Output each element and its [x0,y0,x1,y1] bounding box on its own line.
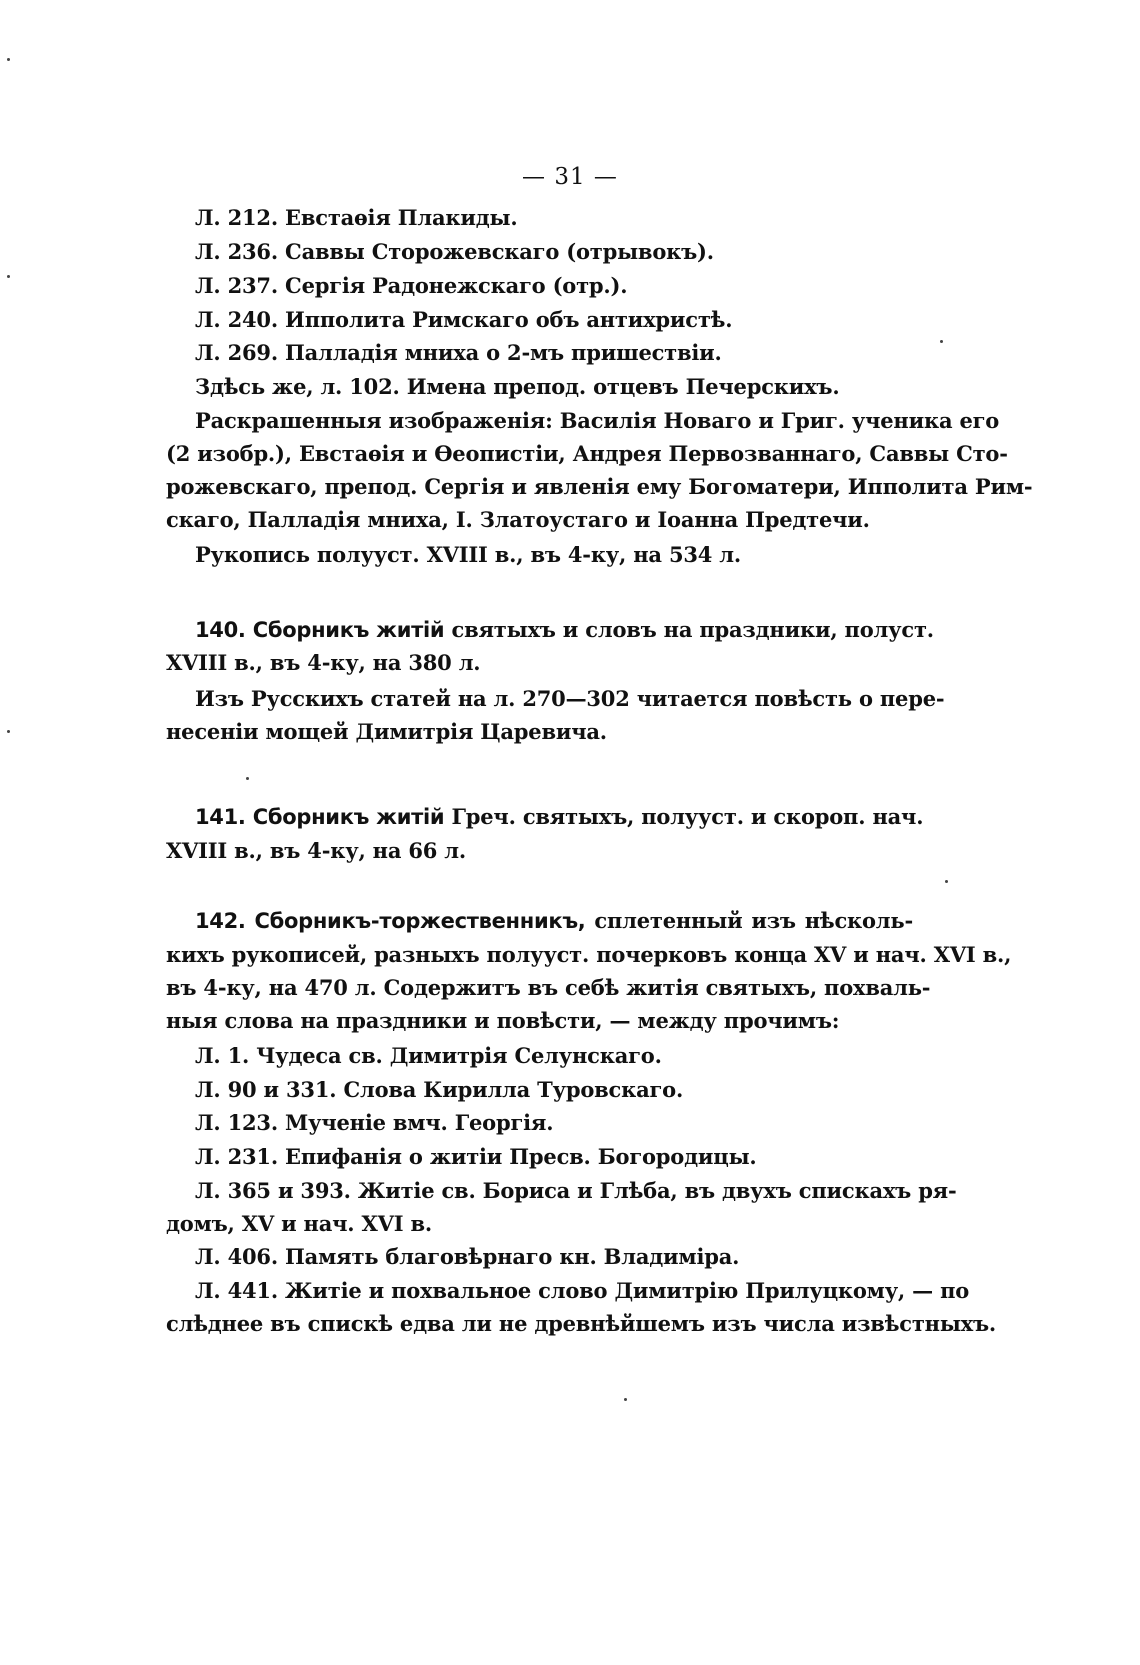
entry-title: Сборникъ-торжественникъ, [254,909,586,933]
entry-140-heading [195,615,934,645]
list-item: Л. 269. Палладія мниха о 2-мъ пришествіи. [195,340,722,365]
entry-142-description: ныя слова на праздники и повѣсти, — между прочимъ: [166,1008,840,1033]
scan-speck [7,730,10,733]
entry-number: 141. [195,805,246,829]
list-item: Л. 236. Саввы Сторожевскаго (отрывокъ). [195,239,714,264]
entry-heading-rest: сплетенный изъ нѣсколь- [594,908,913,933]
scan-speck [624,1398,627,1401]
list-item: Л. 365 и 393. Житіе св. Бориса и Глѣба, въ двухъ спискахъ ря- [195,1178,957,1203]
illustrations-line: скаго, Палладія мниха, І. Златоустаго и Іоанна Предтечи. [166,507,870,532]
entry-141-line2: XVIII в., въ 4-ку, на 66 л. [166,838,467,863]
entry-140-note: несеніи мощей Димитрія Царевича. [166,719,607,744]
list-item-continuation: слѣднее въ спискѣ едва ли не древнѣйшемъ изъ числа извѣстныхъ. [166,1311,997,1336]
entry-140-note: Изъ Русскихъ статей на л. 270—302 читается повѣсть о пере- [195,686,945,711]
manuscript-line: Рукопись полууст. XVIII в., въ 4-ку, на 534 л. [195,542,742,567]
list-item: Л. 212. Евстаѳія Плакиды. [195,205,518,230]
list-item: Л. 240. Ипполита Римскаго объ антихристѣ. [195,307,733,332]
scan-speck [945,880,948,883]
entry-140-line2: XVIII в., въ 4-ку, на 380 л. [166,650,481,675]
entry-title: Сборникъ житій [252,805,445,829]
page-number: — 31 — [522,164,618,190]
note-line: Здѣсь же, л. 102. Имена препод. отцевъ Печерскихъ. [195,374,840,399]
entry-heading-rest: Греч. святыхъ, полууст. и скороп. нач. [451,804,924,829]
list-item: Л. 90 и 331. Слова Кирилла Туровскаго. [195,1077,684,1102]
entry-number: 142. [195,909,246,933]
illustrations-line: Раскрашенныя изображенія: Василія Новаго и Григ. ученика его [195,408,1000,433]
entry-heading-rest: святыхъ и словъ на праздники, полуст. [451,617,934,642]
illustrations-line: (2 изобр.), Евстаѳія и Ѳеопистіи, Андрея Первозваннаго, Саввы Сто- [166,441,1008,466]
list-item: Л. 123. Мученіе вмч. Георгія. [195,1110,554,1135]
entry-141-heading [195,802,924,832]
scan-speck [7,275,10,278]
list-item: Л. 406. Память благовѣрнаго кн. Владиміра. [195,1244,740,1269]
list-item: Л. 231. Епифанія о житіи Пресв. Богородицы. [195,1144,757,1169]
entry-142-heading [195,906,913,936]
list-item-continuation: домъ, XV и нач. XVI в. [166,1211,432,1236]
illustrations-line: рожевскаго, препод. Сергія и явленія ему Богоматери, Ипполита Рим- [166,474,1033,499]
list-item: Л. 237. Сергія Радонежскаго (отр.). [195,273,628,298]
entry-142-description: въ 4-ку, на 470 л. Содержитъ въ себѣ житія святыхъ, похваль- [166,975,931,1000]
scan-speck [246,777,249,780]
entry-number: 140. [195,618,246,642]
entry-title: Сборникъ житій [252,618,445,642]
list-item: Л. 1. Чудеса св. Димитрія Селунскаго. [195,1043,662,1068]
scan-speck [940,340,943,343]
entry-142-description: кихъ рукописей, разныхъ полууст. почерковъ конца XV и нач. XVI в., [166,942,1012,967]
scan-speck [7,58,10,61]
list-item: Л. 441. Житіе и похвальное слово Димитрію Прилуцкому, — по [195,1278,970,1303]
